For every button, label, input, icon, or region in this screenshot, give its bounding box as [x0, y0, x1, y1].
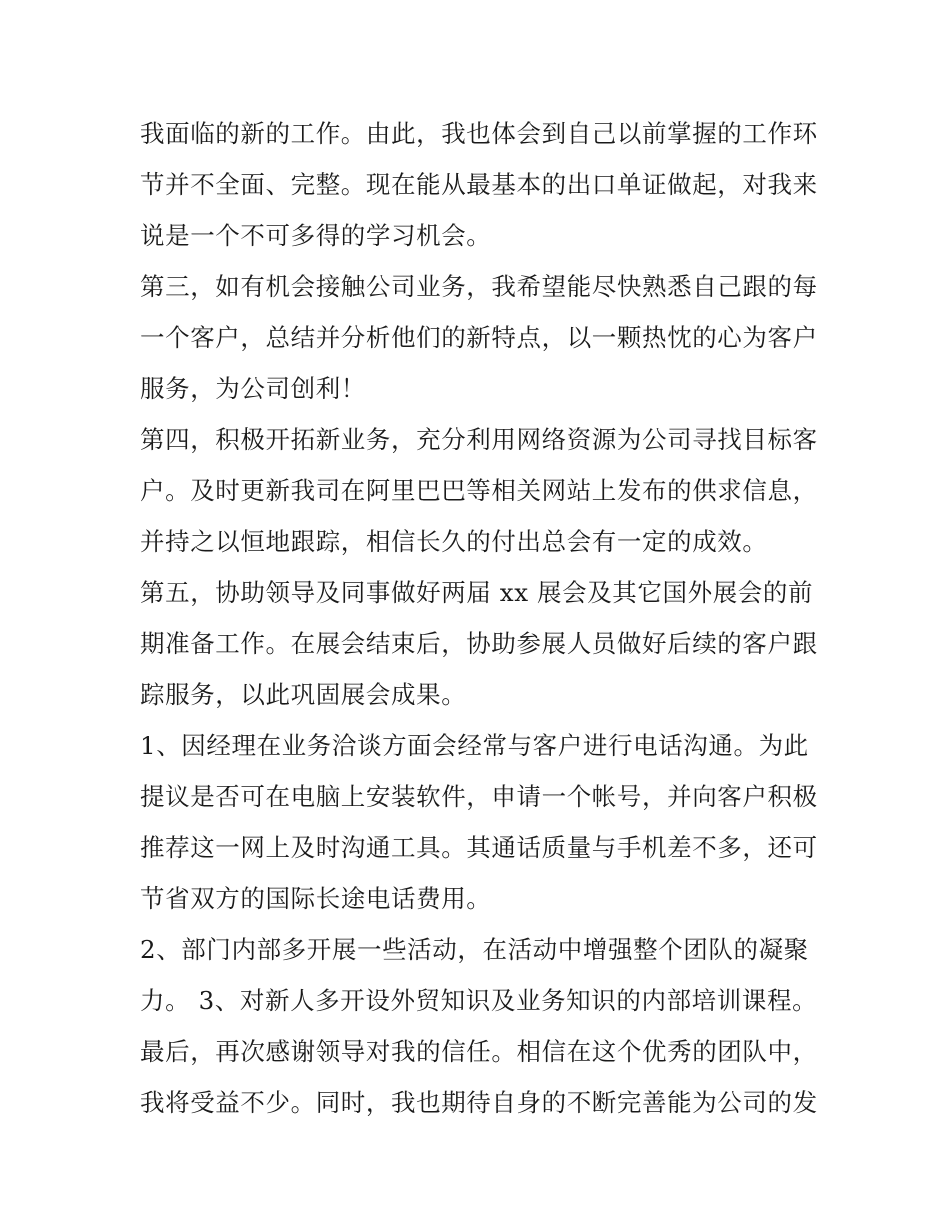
- text-line: 第三，如有机会接触公司业务，我希望能尽快熟悉自己跟的每: [140, 272, 818, 301]
- text-line: 2、部门内部多开展一些活动，在活动中增强整个团队的凝聚: [140, 935, 809, 964]
- text-line: 推荐这一网上及时沟通工具。其通话质量与手机差不多，还可: [140, 833, 818, 862]
- text-line: 一个客户，总结并分析他们的新特点，以一颗热忱的心为客户: [140, 323, 818, 352]
- text-line: 节并不全面、完整。现在能从最基本的出口单证做起，对我来: [140, 170, 818, 199]
- text-line: 提议是否可在电脑上安装软件，申请一个帐号，并向客户积极: [140, 782, 818, 811]
- text-line: 力。 3、对新人多开设外贸知识及业务知识的内部培训课程。: [140, 986, 818, 1015]
- text-line: 1、因经理在业务洽谈方面会经常与客户进行电话沟通。为此: [140, 731, 809, 760]
- text-line: 第四，积极开拓新业务，充分利用网络资源为公司寻找目标客: [140, 425, 818, 454]
- document-body: [140, 108, 820, 1128]
- text-line: 并持之以恒地跟踪，相信长久的付出总会有一定的成效。: [140, 527, 768, 556]
- text-line: 期准备工作。在展会结束后，协助参展人员做好后续的客户跟: [140, 629, 818, 658]
- text-line: 说是一个不可多得的学习机会。: [140, 221, 492, 250]
- text-line: 第五，协助领导及同事做好两届 xx 展会及其它国外展会的前: [140, 578, 814, 607]
- text-line: 服务，为公司创利！: [140, 374, 366, 403]
- text-line: 我面临的新的工作。由此，我也体会到自己以前掌握的工作环: [140, 119, 818, 148]
- text-line: 我将受益不少。同时，我也期待自身的不断完善能为公司的发: [140, 1088, 818, 1117]
- text-line: 节省双方的国际长途电话费用。: [140, 884, 492, 913]
- text-line: 踪服务，以此巩固展会成果。: [140, 680, 467, 709]
- text-line: 户。及时更新我司在阿里巴巴等相关网站上发布的供求信息，: [140, 476, 818, 505]
- text-line: 最后，再次感谢领导对我的信任。相信在这个优秀的团队中，: [140, 1037, 818, 1066]
